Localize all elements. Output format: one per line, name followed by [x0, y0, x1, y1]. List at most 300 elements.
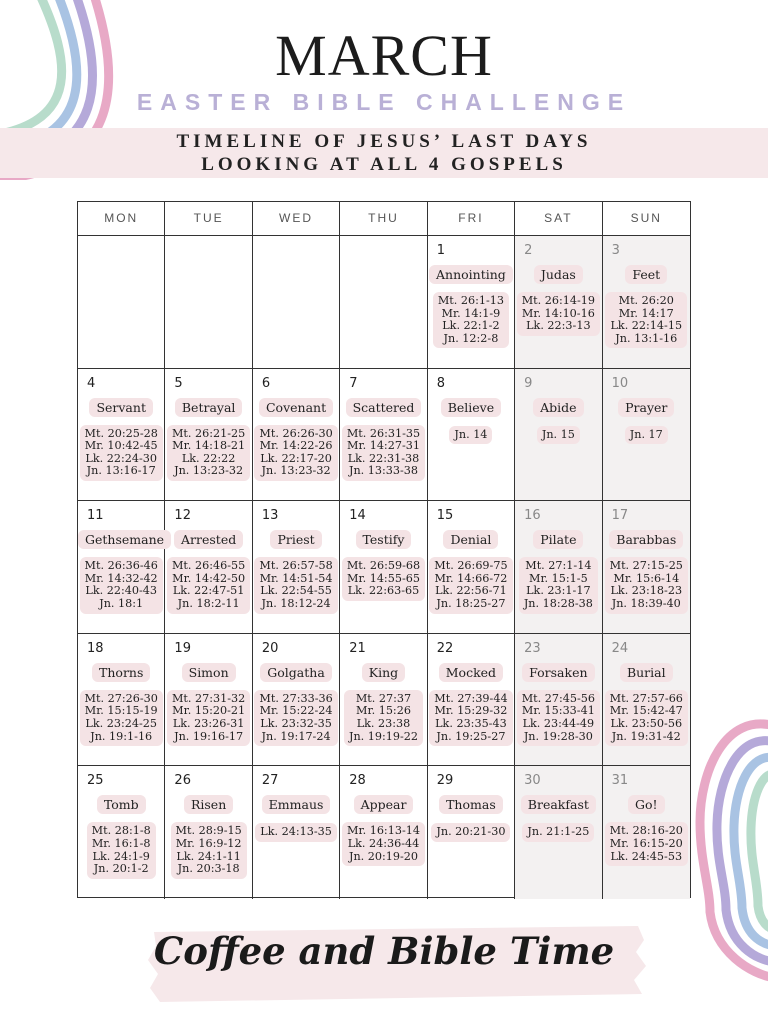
day-theme: [253, 397, 339, 417]
scripture-ref: Mt. 26:14-19: [521, 294, 596, 307]
day-cell-5: [165, 369, 252, 502]
scripture-ref: Jn. 18:1: [99, 596, 144, 610]
scripture-ref: Jn. 18:39-40: [611, 596, 681, 610]
day-theme-label: Testify: [356, 530, 412, 549]
scripture-ref: Lk. 24:1-11: [176, 849, 241, 863]
scripture-ref: Mr. 16:9-12: [175, 836, 242, 850]
day-theme: [253, 662, 339, 682]
calendar-grid: [77, 201, 691, 898]
weekday-header-sun: SUN: [603, 202, 690, 236]
day-theme: [253, 529, 339, 549]
scripture-box: [167, 425, 250, 481]
scripture-ref: Mr. 14:22-26: [259, 439, 333, 453]
scripture-ref: Mt. 26:36-46: [84, 559, 158, 573]
scripture-references: [603, 822, 690, 866]
scripture-box: [342, 822, 425, 866]
scripture-ref: Lk. 23:50-56: [610, 716, 683, 730]
day-theme-label: Pilate: [533, 530, 583, 549]
day-theme-label: Burial: [620, 663, 673, 682]
scripture-references: [165, 557, 251, 613]
scripture-ref: Mr. 16:15-20: [609, 836, 683, 850]
scripture-ref: Mt. 28:16-20: [609, 824, 683, 838]
scripture-ref: Jn. 13:23-32: [261, 464, 331, 478]
scripture-ref: Lk. 23:18-23: [610, 584, 683, 598]
day-theme: [603, 794, 690, 814]
scripture-references: [165, 822, 251, 878]
day-cell-29: [428, 766, 515, 899]
day-number: 19: [174, 640, 191, 656]
empty-day-cell: [165, 236, 252, 369]
scripture-ref: Lk. 22:54-55: [260, 584, 332, 598]
day-cell-19: [165, 634, 252, 767]
scripture-references: [428, 292, 514, 348]
scripture-references: [78, 822, 164, 878]
day-theme-label: Annointing: [429, 265, 513, 284]
scripture-ref: Mt. 26:57-58: [259, 559, 333, 573]
day-cell-6: [253, 369, 340, 502]
day-cell-2: [515, 236, 602, 369]
day-theme: [253, 794, 339, 814]
day-cell-3: [603, 236, 690, 369]
scripture-ref: Lk. 23:24-25: [85, 716, 157, 730]
scripture-ref: Lk. 22:14-15: [610, 319, 683, 333]
scripture-ref: Lk. 23:38: [356, 716, 411, 730]
day-cell-11: [78, 501, 165, 634]
day-theme: [340, 397, 426, 417]
scripture-references: [515, 292, 601, 336]
day-theme: [340, 529, 426, 549]
day-number: 7: [349, 375, 358, 391]
day-cell-10: [603, 369, 690, 502]
day-theme: [340, 662, 426, 682]
scripture-references: [253, 690, 339, 746]
page-title: MARCH: [275, 23, 493, 88]
scripture-ref: Mt. 27:31-32: [171, 691, 246, 705]
scripture-references: [340, 425, 426, 481]
day-cell-9: [515, 369, 602, 502]
scripture-ref: Mt. 27:1-14: [525, 559, 592, 573]
day-number: 22: [436, 640, 454, 656]
day-theme: [78, 529, 164, 549]
day-theme-label: Appear: [354, 795, 414, 814]
scripture-references: [515, 820, 601, 842]
scripture-ref: Mr. 15:20-21: [172, 704, 246, 718]
scripture-box: [171, 822, 247, 878]
day-number: 4: [87, 375, 96, 391]
scripture-ref: Mt. 28:1-8: [91, 824, 151, 838]
scripture-ref: Lk. 22:24-30: [85, 451, 157, 465]
day-cell-20: [253, 634, 340, 767]
scripture-box: [605, 557, 688, 613]
scripture-ref: Mr. 15:42-47: [609, 704, 683, 718]
scripture-ref: Mt. 26:20: [618, 294, 674, 307]
scripture-box: [255, 823, 337, 842]
day-number: 9: [524, 375, 533, 391]
scripture-ref: Jn. 19:16-17: [174, 729, 244, 743]
scripture-ref: Lk. 23:1-17: [526, 584, 591, 598]
day-theme-label: Barabbas: [609, 530, 683, 549]
scripture-ref: Mt. 26:59-68: [346, 559, 421, 573]
scripture-ref: Mt. 27:33-36: [259, 691, 333, 705]
scripture-box: [517, 690, 600, 746]
scripture-box: [605, 690, 688, 746]
day-cell-26: [165, 766, 252, 899]
scripture-ref: Lk. 22:17-20: [260, 451, 332, 465]
scripture-box: [254, 690, 337, 746]
day-theme-label: Abide: [533, 398, 583, 417]
band-line-1: TIMELINE OF JESUS’ LAST DAYS: [176, 131, 592, 152]
scripture-box: [605, 822, 688, 866]
scripture-references: [428, 820, 514, 842]
day-number: 10: [611, 375, 629, 391]
day-theme-label: Betrayal: [175, 398, 243, 417]
day-theme-label: Scattered: [346, 398, 422, 417]
scripture-box: [449, 426, 492, 445]
scripture-ref: Mr. 14:51-54: [259, 571, 333, 585]
scripture-references: [165, 690, 251, 746]
scripture-ref: Jn. 18:28-38: [523, 596, 593, 610]
scripture-references: [165, 425, 251, 481]
weekday-header-wed: WED: [253, 202, 340, 236]
scripture-ref: Mt. 26:69-75: [434, 559, 508, 573]
empty-day-cell: [340, 236, 427, 369]
weekday-header-mon: MON: [78, 202, 165, 236]
day-theme-label: Golgatha: [260, 663, 332, 682]
day-theme: [428, 264, 514, 284]
day-number: 27: [261, 773, 279, 789]
day-cell-7: [340, 369, 427, 502]
scripture-ref: Jn. 13:16-17: [86, 464, 156, 478]
scripture-box: [605, 292, 687, 348]
day-cell-14: [340, 501, 427, 634]
day-number: 20: [261, 640, 279, 656]
scripture-ref: Jn. 19:31-42: [611, 729, 681, 743]
day-theme: [78, 794, 164, 814]
scripture-ref: Lk. 22:56-71: [435, 584, 507, 598]
day-number: 17: [611, 508, 629, 524]
day-theme: [165, 794, 251, 814]
scripture-references: [253, 557, 339, 613]
scripture-ref: Mr. 14:18-21: [172, 439, 246, 453]
scripture-references: [603, 690, 690, 746]
day-number: 8: [436, 375, 445, 391]
scripture-ref: Jn. 19:28-30: [523, 729, 593, 743]
scripture-box: [625, 426, 668, 445]
scripture-ref: Mt. 26:1-13: [437, 294, 505, 307]
scripture-references: [603, 292, 690, 348]
day-theme-label: Denial: [443, 530, 498, 549]
scripture-ref: Mt. 27:26-30: [84, 691, 158, 705]
scripture-references: [253, 425, 339, 481]
scripture-ref: Mt. 27:15-25: [609, 559, 683, 573]
scripture-box: [254, 557, 337, 613]
scripture-ref: Jn. 15: [541, 427, 575, 441]
scripture-ref: Mt. 26:46-55: [171, 559, 246, 573]
scripture-ref: Lk. 23:26-31: [172, 716, 245, 730]
scripture-ref: Jn. 20:21-30: [436, 825, 506, 839]
day-number: 11: [87, 508, 104, 524]
scripture-box: [167, 690, 250, 746]
day-theme-label: Emmaus: [262, 795, 331, 814]
scripture-ref: Mt. 27:45-56: [521, 691, 596, 705]
day-theme-label: Forsaken: [522, 663, 594, 682]
scripture-references: [78, 425, 164, 481]
scripture-ref: Mt. 20:25-28: [84, 426, 158, 440]
scripture-ref: Jn. 14: [454, 427, 488, 441]
scripture-ref: Jn. 18:12-24: [261, 596, 331, 610]
day-theme: [515, 794, 601, 814]
day-cell-18: [78, 634, 165, 767]
day-theme: [78, 662, 164, 682]
day-cell-31: [603, 766, 690, 899]
scripture-references: [340, 557, 426, 601]
scripture-box: [254, 425, 337, 481]
scripture-ref: Mr. 14:55-65: [347, 571, 420, 585]
day-theme-label: King: [362, 663, 405, 682]
scripture-ref: Jn. 20:19-20: [348, 849, 419, 863]
day-theme: [165, 529, 251, 549]
scripture-box: [80, 690, 163, 746]
day-number: 23: [524, 640, 541, 656]
day-cell-17: [603, 501, 690, 634]
scripture-ref: Jn. 13:1-16: [615, 331, 678, 345]
scripture-ref: Mt. 27:57-66: [609, 691, 683, 705]
day-number: 2: [524, 243, 533, 258]
scripture-ref: Mt. 27:39-44: [434, 691, 508, 705]
scripture-box: [537, 426, 580, 445]
scripture-ref: Lk. 23:35-43: [435, 716, 507, 730]
day-cell-4: [78, 369, 165, 502]
scripture-box: [342, 425, 425, 481]
empty-day-cell: [78, 236, 165, 369]
scripture-ref: Lk. 22:1-2: [442, 319, 500, 333]
scripture-ref: Lk. 24:13-35: [260, 825, 332, 839]
day-number: 16: [524, 508, 541, 524]
band-line-2: LOOKING AT ALL 4 GOSPELS: [201, 154, 567, 175]
day-theme-label: Thorns: [92, 663, 150, 682]
scripture-references: [603, 423, 690, 445]
scripture-ref: Mr. 10:42-45: [84, 439, 158, 453]
scripture-ref: Jn. 19:1-16: [90, 729, 153, 743]
day-theme-label: Arrested: [174, 530, 243, 549]
day-theme: [428, 529, 514, 549]
scripture-ref: Mr. 14:32-42: [84, 571, 158, 585]
scripture-ref: Jn. 13:23-32: [174, 464, 244, 478]
scripture-ref: Jn. 19:19-22: [348, 729, 419, 743]
day-theme-label: Go!: [628, 795, 665, 814]
scripture-ref: Mt. 26:21-25: [171, 426, 246, 440]
day-number: 24: [611, 640, 629, 656]
day-number: 15: [436, 508, 454, 524]
scripture-references: [428, 690, 514, 746]
scripture-ref: Mr. 14:1-9: [441, 306, 501, 320]
scripture-references: [428, 557, 514, 613]
day-theme: [603, 397, 690, 417]
scripture-ref: Mr. 15:26: [356, 704, 411, 718]
scripture-box: [429, 557, 512, 613]
scripture-ref: Mr. 14:17: [618, 306, 674, 320]
day-theme-label: Risen: [184, 795, 233, 814]
scripture-ref: Mr. 14:10-16: [521, 306, 595, 320]
scripture-ref: Jn. 20:1-2: [93, 862, 149, 876]
scripture-references: [78, 690, 164, 746]
day-number: 30: [524, 773, 541, 789]
day-number: 31: [611, 773, 629, 789]
scripture-box: [342, 557, 425, 601]
scripture-ref: Jn. 13:33-38: [348, 464, 419, 478]
scripture-ref: Jn. 18:25-27: [436, 596, 506, 610]
scripture-box: [80, 425, 163, 481]
scripture-ref: Mt. 27:37: [355, 691, 412, 705]
scripture-ref: Lk. 23:32-35: [260, 716, 332, 730]
day-number: 18: [87, 640, 104, 656]
day-cell-25: [78, 766, 165, 899]
day-number: 5: [174, 375, 183, 391]
scripture-box: [431, 823, 510, 842]
scripture-ref: Lk. 22:63-65: [347, 584, 420, 598]
scripture-ref: Lk. 24:36-44: [347, 836, 420, 850]
day-number: 26: [174, 773, 191, 789]
day-theme: [165, 662, 251, 682]
scripture-box: [517, 292, 600, 336]
page-subtitle: EASTER BIBLE CHALLENGE: [136, 89, 632, 115]
scripture-references: [603, 557, 690, 613]
day-theme: [603, 264, 690, 284]
scripture-ref: Lk. 22:3-13: [526, 319, 591, 333]
day-theme-label: Breakfast: [521, 795, 596, 814]
day-cell-15: [428, 501, 515, 634]
day-theme-label: Feet: [625, 265, 667, 284]
scripture-references: [515, 423, 601, 445]
day-theme-label: Believe: [441, 398, 501, 417]
scripture-ref: Mr. 14:27-31: [347, 439, 420, 453]
scripture-ref: Mr. 15:15-19: [84, 704, 158, 718]
day-cell-28: [340, 766, 427, 899]
day-number: 3: [611, 243, 620, 258]
day-cell-24: [603, 634, 690, 767]
day-number: 21: [349, 640, 366, 656]
scripture-ref: Jn. 19:25-27: [436, 729, 506, 743]
day-number: 29: [436, 773, 454, 789]
day-theme-label: Simon: [182, 663, 236, 682]
weekday-header-tue: TUE: [165, 202, 252, 236]
scripture-box: [167, 557, 250, 613]
day-theme: [603, 662, 690, 682]
scripture-ref: Mr. 15:22-24: [259, 704, 333, 718]
scripture-box: [80, 557, 163, 613]
day-theme: [515, 397, 601, 417]
day-theme: [340, 794, 426, 814]
day-number: 14: [349, 508, 366, 524]
scripture-ref: Lk. 22:31-38: [347, 451, 420, 465]
day-theme: [428, 397, 514, 417]
scripture-ref: Mr. 16:13-14: [347, 824, 420, 838]
day-number: 1: [436, 243, 445, 258]
day-number: 25: [87, 773, 104, 789]
day-theme: [515, 662, 601, 682]
day-theme: [603, 529, 690, 549]
scripture-ref: Lk. 22:47-51: [172, 584, 245, 598]
weekday-header-sat: SAT: [515, 202, 602, 236]
scripture-ref: Mr. 15:1-5: [528, 571, 588, 585]
day-theme-label: Servant: [89, 398, 153, 417]
scripture-references: [515, 557, 601, 613]
scripture-ref: Mr. 14:42-50: [172, 571, 246, 585]
empty-day-cell: [253, 236, 340, 369]
day-cell-23: [515, 634, 602, 767]
day-number: 28: [349, 773, 366, 789]
scripture-ref: Lk. 22:40-43: [85, 584, 157, 598]
scripture-ref: Jn. 21:1-25: [527, 825, 590, 839]
scripture-references: [78, 557, 164, 613]
day-theme-label: Prayer: [618, 398, 674, 417]
scripture-box: [87, 822, 156, 878]
scripture-references: [253, 820, 339, 842]
day-number: 6: [261, 375, 271, 391]
scripture-references: [515, 690, 601, 746]
day-theme-label: Gethsemane: [78, 530, 171, 549]
day-theme: [165, 397, 251, 417]
scripture-ref: Jn. 12:2-8: [443, 331, 499, 345]
scripture-ref: Lk. 22:22: [181, 451, 236, 465]
scripture-ref: Jn. 19:17-24: [261, 729, 331, 743]
scripture-ref: Mr. 15:33-41: [521, 704, 595, 718]
scripture-ref: Lk. 23:44-49: [522, 716, 595, 730]
scripture-ref: Mt. 26:26-30: [259, 426, 333, 440]
scripture-ref: Mr. 16:1-8: [91, 836, 151, 850]
weekday-header-thu: THU: [340, 202, 427, 236]
scripture-ref: Lk. 24:1-9: [92, 849, 150, 863]
scripture-box: [344, 690, 423, 746]
day-theme: [515, 529, 601, 549]
day-theme: [78, 397, 164, 417]
day-number: 12: [174, 508, 191, 524]
day-cell-16: [515, 501, 602, 634]
day-theme: [515, 264, 601, 284]
scripture-references: [340, 822, 426, 866]
weekday-header-fri: FRI: [428, 202, 515, 236]
day-cell-27: [253, 766, 340, 899]
day-theme-label: Covenant: [259, 398, 333, 417]
scripture-references: [428, 423, 514, 445]
day-theme-label: Judas: [534, 265, 583, 284]
day-theme-label: Thomas: [439, 795, 503, 814]
day-cell-12: [165, 501, 252, 634]
scripture-ref: Mt. 28:9-15: [175, 824, 242, 838]
day-cell-8: [428, 369, 515, 502]
scripture-ref: Mr. 14:66-72: [434, 571, 508, 585]
scripture-box: [429, 690, 512, 746]
day-theme: [428, 662, 514, 682]
day-cell-21: [340, 634, 427, 767]
day-cell-1: [428, 236, 515, 369]
scripture-ref: Mr. 15:29-32: [434, 704, 508, 718]
day-number: 13: [261, 508, 279, 524]
scripture-ref: Lk. 24:45-53: [610, 849, 683, 863]
scripture-ref: Jn. 20:3-18: [177, 862, 240, 876]
day-cell-22: [428, 634, 515, 767]
scripture-ref: Mt. 26:31-35: [346, 426, 421, 440]
scripture-ref: Jn. 17: [629, 427, 663, 441]
day-theme-label: Tomb: [97, 795, 146, 814]
day-cell-13: [253, 501, 340, 634]
scripture-references: [340, 690, 426, 746]
scripture-ref: Jn. 18:2-11: [177, 596, 240, 610]
day-cell-30: [515, 766, 602, 899]
scripture-ref: Mr. 15:6-14: [613, 571, 680, 585]
day-theme: [428, 794, 514, 814]
day-theme-label: Mocked: [439, 663, 503, 682]
